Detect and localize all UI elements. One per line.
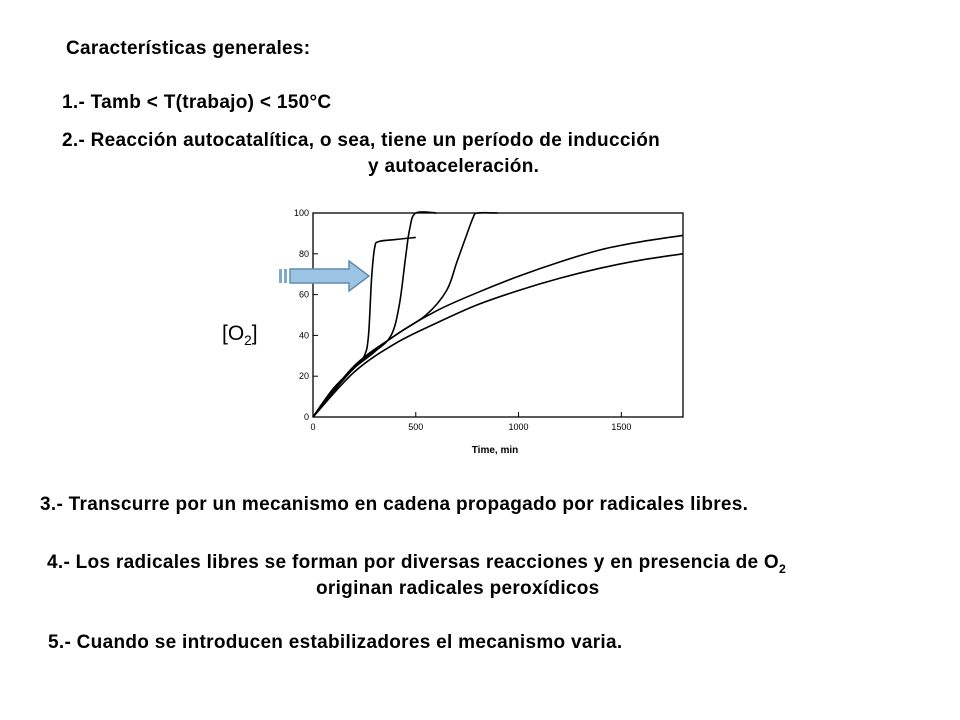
axis-ticks bbox=[294, 208, 631, 432]
x-tick-label: 1500 bbox=[611, 422, 632, 432]
induction-arrow-icon bbox=[279, 261, 369, 291]
slide-heading: Características generales: bbox=[66, 38, 311, 59]
point-1 bbox=[62, 92, 331, 114]
y-tick-label: 20 bbox=[298, 371, 309, 382]
point-5: 5.- Cuando se introducen estabilizadores el mecanismo varia. bbox=[48, 632, 623, 653]
point-2-line-1: 2.- Reacción autocatalítica, o sea, tiene un período de inducción bbox=[62, 130, 661, 151]
point-1-suffix: 150°C bbox=[271, 92, 332, 113]
y-tick-label: 100 bbox=[293, 208, 309, 218]
point-1-mid: T(trabajo) bbox=[158, 92, 260, 113]
series-line-1 bbox=[313, 237, 416, 417]
point-2-line-2: y autoaceleración. bbox=[368, 156, 540, 177]
oxygen-uptake-chart bbox=[270, 200, 700, 462]
point-3: 3.- Transcurre por un mecanismo en cadena propagado por radicales libres. bbox=[40, 494, 749, 515]
y-tick-label: 40 bbox=[298, 330, 309, 341]
less-than-symbol: < bbox=[146, 92, 159, 113]
series-group bbox=[313, 212, 683, 417]
x-tick-label: 1000 bbox=[508, 422, 529, 432]
y-tick-label: 60 bbox=[298, 289, 309, 300]
series-line-2 bbox=[313, 212, 436, 417]
y-tick-label: 80 bbox=[298, 248, 309, 259]
point-4-line-1: 4.- Los radicales libres se forman por diversas reacciones y en presencia de $O_2$ bbox=[47, 552, 787, 576]
y-tick-label: 0 bbox=[303, 412, 309, 422]
x-axis-label: Time, min bbox=[471, 445, 519, 456]
less-than-symbol: < bbox=[259, 92, 272, 113]
y-axis-label: $[O_2]$ bbox=[222, 322, 258, 349]
point-1-prefix: 1.- Tamb bbox=[62, 92, 147, 113]
x-tick-label: 500 bbox=[408, 422, 424, 432]
point-4-line-2: originan radicales peroxídicos bbox=[316, 578, 600, 599]
x-tick-label: 0 bbox=[310, 422, 316, 432]
